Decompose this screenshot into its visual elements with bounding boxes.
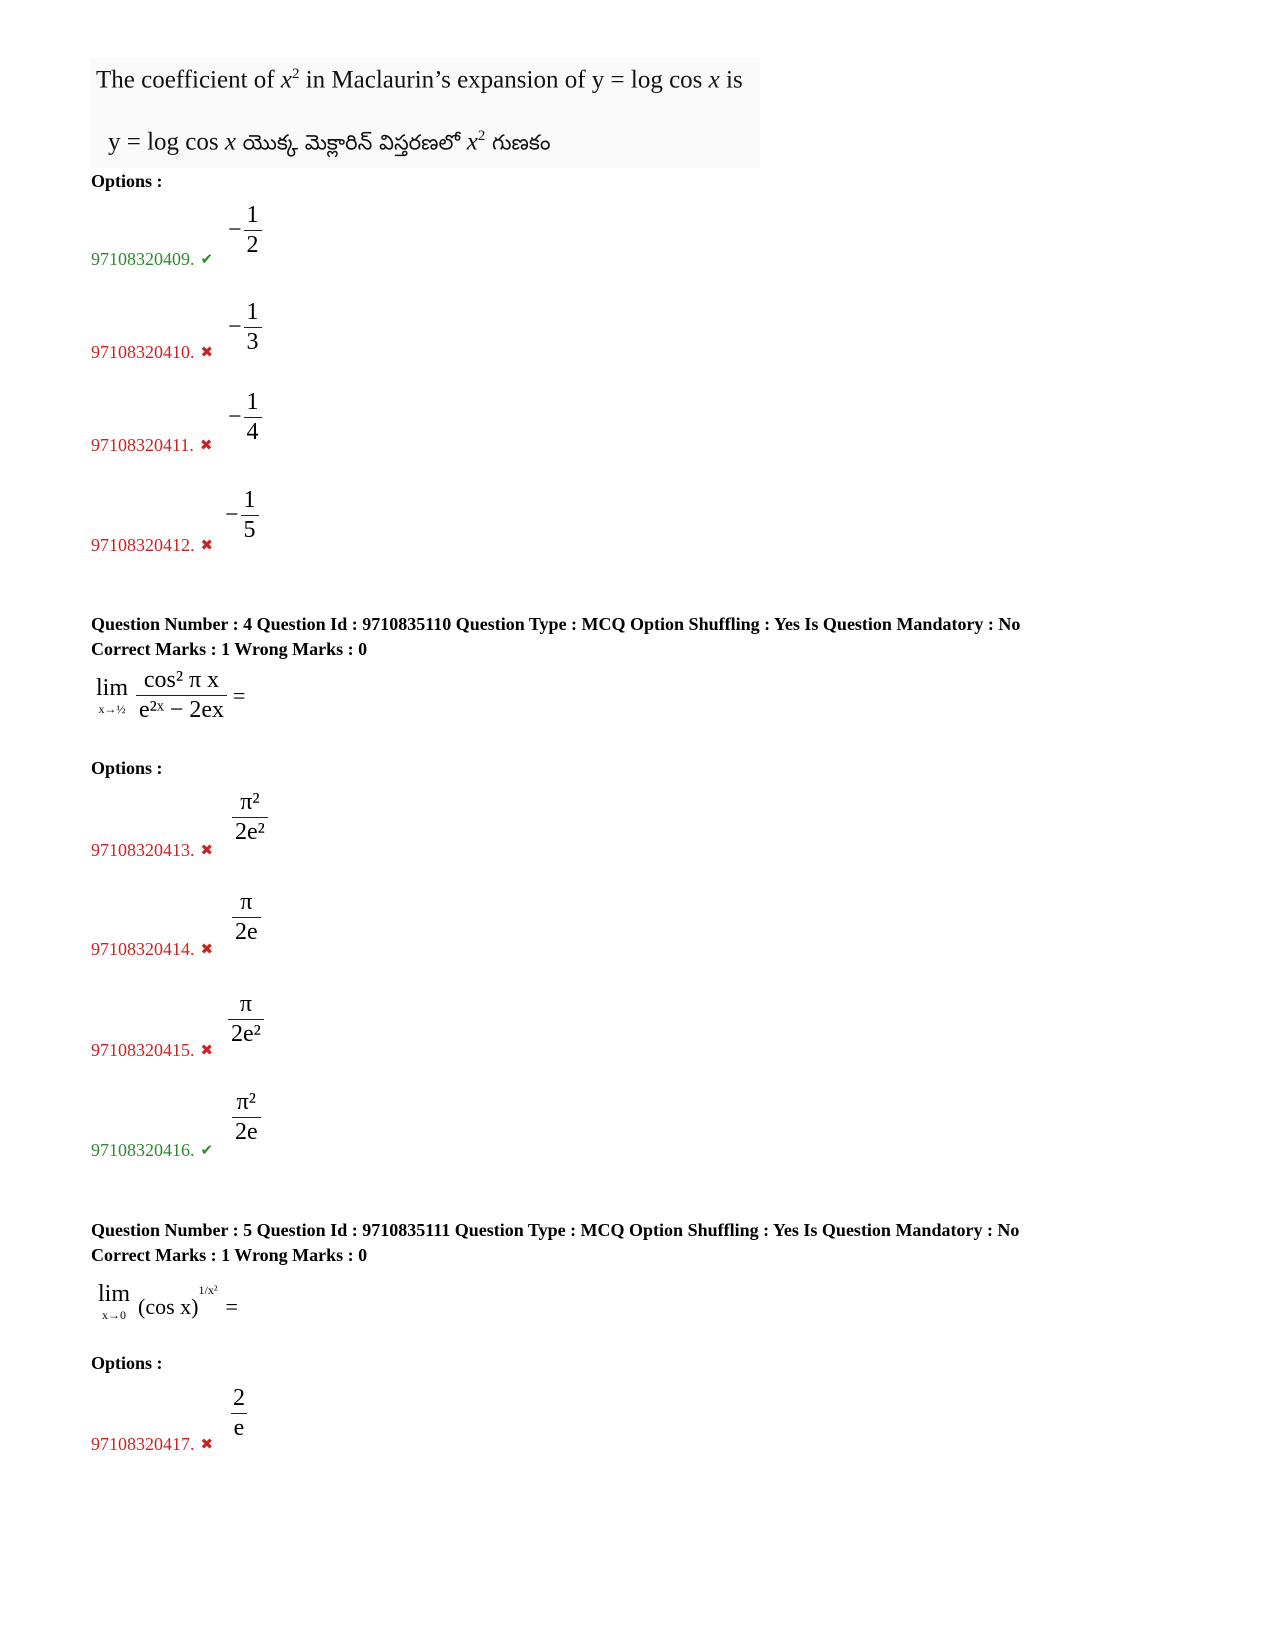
fraction: $\frac{1}{5}$ <box>241 488 259 543</box>
question-math: lim x→0 (cos x) 1/x² = <box>98 1281 238 1322</box>
question-header: Question Number : 5 Question Id : 9710835111 Question Type : MCQ Option Shuffling : Yes Is Question Mandatory : No <box>91 1220 1020 1240</box>
fraction: $\frac{1}{3}$ <box>244 300 262 355</box>
option-id: 97108320416. ✔ <box>91 1140 214 1160</box>
question-math: lim x→½ $\frac{\text{cos² π x}}{\text{e²ˣ − 2ex}}$ = <box>96 667 246 724</box>
option-math <box>232 890 261 945</box>
fraction: $\frac{1}{4}$ <box>244 390 262 445</box>
option-math <box>232 1090 261 1145</box>
option-math: − $\frac{1}{4}$ <box>228 390 262 445</box>
question-text-english: The coefficient of $x^2$ in Maclaurin’s expansion of y = log cos x is <box>96 66 743 94</box>
cross-icon: ✖ <box>200 942 214 958</box>
fraction: $\frac{\pi}{2e}$ <box>232 890 261 945</box>
cross-icon: ✖ <box>199 438 213 454</box>
option-id: 97108320409. ✔ <box>91 249 214 269</box>
fraction: $\frac{1}{2}$ <box>244 203 262 258</box>
fraction: $\frac{2}{e}$ <box>230 1386 248 1441</box>
limit: lim x→0 <box>98 1281 131 1322</box>
option-id: 97108320413. ✖ <box>91 840 214 860</box>
exponent: 1/x² <box>198 1283 218 1297</box>
question-text-telugu: y = log cos x యొక్క మెక్లారిన్ విస్తరణలో $x^2$ గుణకం <box>108 128 551 156</box>
options-label: Options : <box>91 758 163 778</box>
cross-icon: ✖ <box>200 1043 214 1059</box>
cross-icon: ✖ <box>200 1437 214 1453</box>
option-math: − $\frac{1}{3}$ <box>228 300 262 355</box>
option-id: 97108320412. ✖ <box>91 535 214 555</box>
option-math: − $\frac{1}{5}$ <box>225 488 259 543</box>
checkmark-icon: ✔ <box>200 252 214 268</box>
option-id: 97108320411. ✖ <box>91 435 213 455</box>
options-label: Options : <box>91 1353 163 1373</box>
checkmark-icon: ✔ <box>200 1143 214 1159</box>
fraction: $\frac{\text{π²}}{\text{2e²}}$ <box>232 790 268 845</box>
option-math <box>232 790 268 845</box>
option-id: 97108320415. ✖ <box>91 1040 214 1060</box>
cross-icon: ✖ <box>200 843 214 859</box>
question-marks: Correct Marks : 1 Wrong Marks : 0 <box>91 639 368 659</box>
fraction: $\frac{\text{π²}}{2e}$ <box>232 1090 261 1145</box>
options-label: Options : <box>91 171 163 191</box>
option-id: 97108320410. ✖ <box>91 342 214 362</box>
question-marks: Correct Marks : 1 Wrong Marks : 0 <box>91 1245 368 1265</box>
option-math: − $\frac{1}{2}$ <box>228 203 262 258</box>
option-id: 97108320414. ✖ <box>91 939 214 959</box>
fraction: $\frac{\text{cos² π x}}{\text{e²ˣ − 2ex}}$ <box>136 668 227 723</box>
cross-icon: ✖ <box>200 345 214 361</box>
option-math <box>228 992 264 1047</box>
question-header: Question Number : 4 Question Id : 9710835110 Question Type : MCQ Option Shuffling : Yes Is Question Mandatory : No <box>91 614 1021 634</box>
option-math <box>230 1386 248 1441</box>
fraction: $\frac{\pi}{\text{2e²}}$ <box>228 992 264 1047</box>
limit: lim x→½ <box>96 675 129 717</box>
cross-icon: ✖ <box>200 538 214 554</box>
option-id: 97108320417. ✖ <box>91 1434 214 1454</box>
